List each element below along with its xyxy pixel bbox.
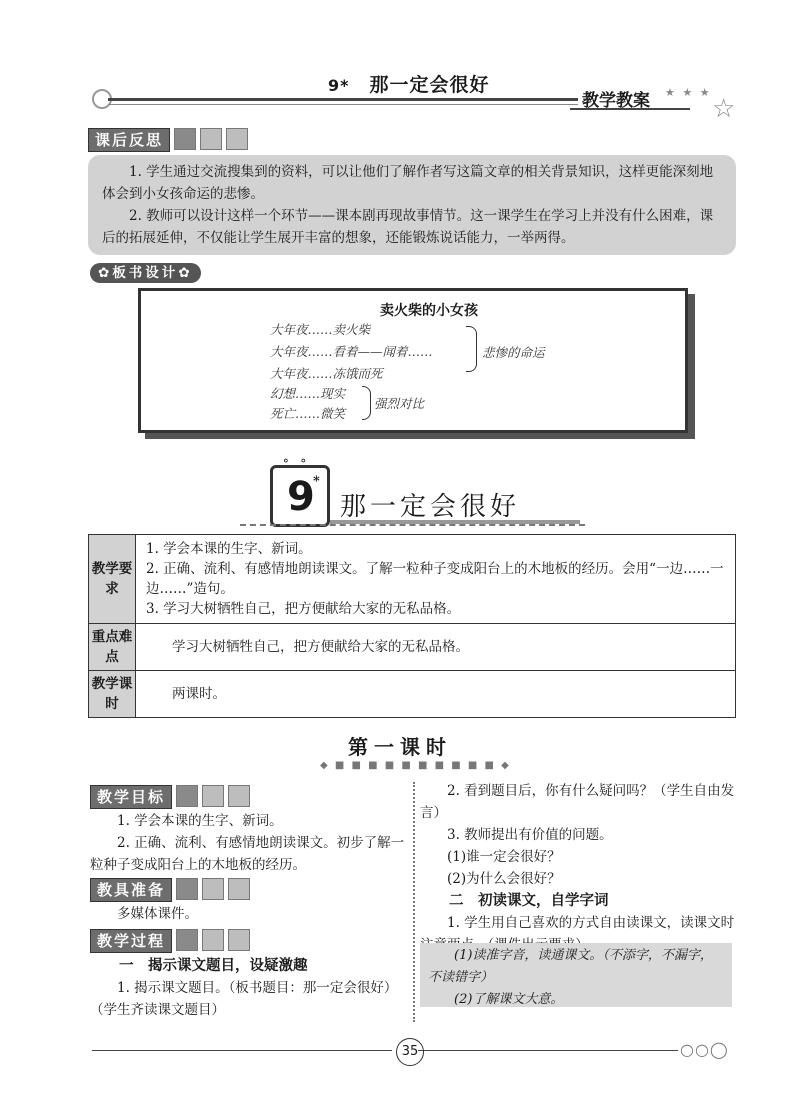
row-content: 学习大树牺牲自己，把方便献给大家的无私品格。 (136, 624, 736, 671)
requirements-table (88, 534, 736, 718)
requirement-item: 3. 学习大树牺牲自己，把方便献给大家的无私品格。 (146, 601, 461, 617)
right-paragraph: 1. 学生用自己喜欢的方式自由读课文，读课文时 (447, 915, 735, 931)
header-rule-thin (108, 104, 578, 105)
column-divider (413, 782, 415, 1022)
requirement-item: 2. 正确、流利、有感情地朗读课文。了解一粒种子变成阳台上的木地板的经历。会用“一边……一边……”造句。 (146, 561, 724, 597)
goal-item: 2. 正确、流利、有感情地朗读课文。初步了解一粒种子变成阳台上的木地板的经历。 (90, 835, 405, 873)
quote-line: (2)了解课文大意。 (454, 992, 564, 1007)
step-text: 1. 揭示课文题目。（板书题目：那一定会很好）（学生齐读课文题目） (90, 980, 398, 1018)
goals-tag-label: 教学目标 (90, 785, 172, 809)
requirement-quote-box (420, 943, 732, 1007)
header-title-text: 那一定会很好 (369, 74, 490, 96)
board-title: 卖火柴的小女孩 (380, 303, 478, 319)
page-number: 35 (396, 1038, 424, 1066)
footer-rule-left (92, 1050, 392, 1051)
requirement-item: 1. 学会本课的生字、新词。 (146, 541, 312, 557)
page-header-title (328, 70, 490, 97)
row-head: 教学要求 (89, 535, 136, 624)
row-content (136, 535, 736, 624)
reflection-paragraph: 1. 学生通过交流搜集到的资料，可以让他们了解作者写这篇文章的相关背景知识，这样更能深刻地体会到小女孩命运的悲惨。 (102, 164, 714, 202)
section-label: 教学教案 (582, 91, 650, 111)
tools-text (90, 903, 406, 925)
step-title: 一 揭示课文题目，设疑激趣 (119, 958, 308, 974)
reflection-paragraph: 2. 教师可以设计这样一个环节——课本剧再现故事情节。这一课学生在学习上并没有什么困难，课后的拓展延伸，不仅能让学生展开丰富的想象，还能锻炼说话能力，一举两得。 (102, 208, 714, 246)
footer-rule-right (418, 1050, 678, 1051)
process-text (90, 955, 406, 1021)
goals-text (90, 810, 406, 876)
quote-line: (1)读准字音，读通课文。（不添字，不漏字，不读错字） (428, 948, 713, 985)
board-line: 大年夜……冻饿而死 (270, 366, 383, 381)
right-paragraph: (1)谁一定会很好？ (447, 849, 561, 865)
board-result: 悲惨的命运 (482, 345, 545, 360)
right-column (420, 780, 736, 956)
process-tag-label: 教学过程 (90, 929, 172, 953)
table-row (89, 671, 736, 718)
chapter-number: 9 (287, 474, 315, 520)
table-row (89, 624, 736, 671)
chapter-asterisk: * (313, 474, 320, 489)
goal-item: 1. 学会本课的生字、新词。 (117, 813, 283, 829)
board-result: 强烈对比 (374, 396, 425, 411)
reflection-tag-label: 课后反思 (88, 128, 170, 152)
board-line: 死亡……微笑 (270, 406, 346, 421)
bubbles-decoration: ○○◯ (680, 1040, 729, 1059)
right-paragraph: 2. 看到题目后，你有什么疑问吗？（学生自由发言） (420, 783, 735, 821)
tools-item: 多媒体课件。 (117, 906, 198, 922)
step-title: 二 初读课文，自学字词 (449, 893, 609, 909)
lesson-title: 第一课时 (348, 735, 452, 759)
board-design-tag-label: 板书设计 (112, 265, 179, 281)
board-line: 幻想……现实 (270, 386, 346, 401)
stars-decoration: ★ ★ ★ (665, 86, 712, 99)
reflection-tag (88, 128, 248, 150)
right-paragraph: (2)为什么会很好？ (447, 871, 561, 887)
star-icon: ☆ (712, 94, 736, 124)
row-head: 教学课时 (89, 671, 136, 718)
board-design-tag: ✿板书设计✿ (90, 263, 201, 283)
process-tag (90, 929, 250, 951)
header-chapter-number: 9* (328, 76, 350, 95)
calendar-icon: ᐤᐤ 9 * (270, 465, 330, 527)
tools-tag-label: 教具准备 (90, 878, 172, 902)
tools-tag (90, 878, 250, 900)
board-brace (466, 326, 477, 372)
lesson-title-dots: ◆ ■ ■ ■ ■ ■ ■ ■ ■ ■ ■ ◆ (320, 760, 511, 771)
row-content: 两课时。 (136, 671, 736, 718)
board-line: 大年夜……看着——闻着…… (270, 344, 433, 359)
chapter-title: 那一定会很好 (340, 492, 521, 522)
header-rule (108, 98, 578, 101)
chapter-dash-rule (240, 524, 585, 526)
goals-tag (90, 785, 250, 807)
table-row (89, 535, 736, 624)
row-head: 重点难点 (89, 624, 136, 671)
reflection-box (88, 155, 736, 255)
board-line: 大年夜……卖火柴 (270, 322, 371, 337)
right-paragraph: 3. 教师提出有价值的问题。 (447, 827, 613, 843)
board-brace (362, 386, 371, 420)
